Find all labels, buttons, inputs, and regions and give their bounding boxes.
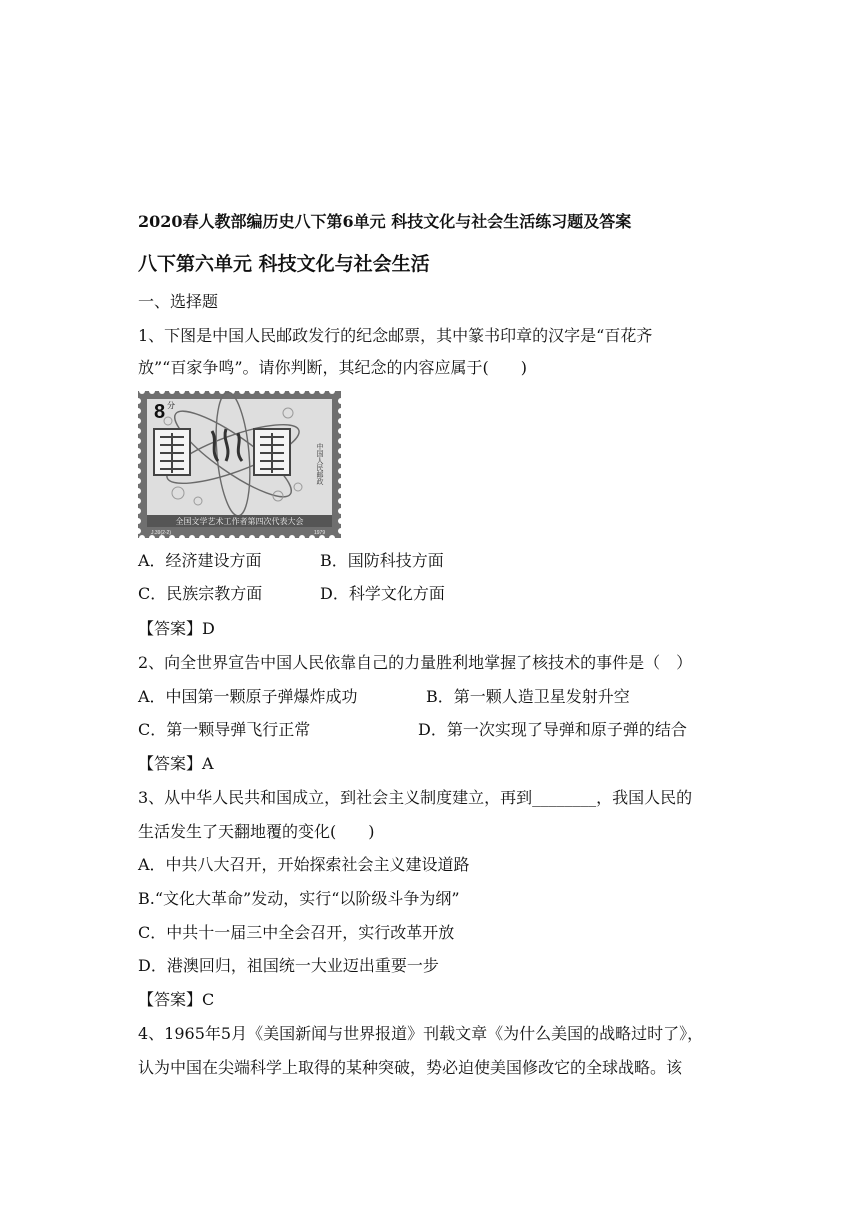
question-1-option-d: D．科学文化方面 bbox=[320, 584, 445, 603]
stamp-value: 8 bbox=[154, 401, 166, 423]
question-2-option-c: C．第一颗导弹飞行正常 bbox=[138, 720, 311, 739]
question-3-option-b: B.“文化大革命”发动，实行“以阶级斗争为纲” bbox=[138, 889, 460, 908]
question-1-line-2: 放”“百家争鸣”。请你判断，其纪念的内容应属于( ) bbox=[138, 358, 528, 377]
question-3-answer: 【答案】C bbox=[138, 990, 215, 1009]
question-1-line-1: 1、下图是中国人民邮政发行的纪念邮票，其中篆书印章的汉字是“百花齐 bbox=[138, 326, 653, 345]
stamp-side-text: 中国人民邮政 bbox=[316, 443, 324, 485]
stamp-code: J.39(2-2) bbox=[151, 530, 172, 536]
question-3-line-1: 3、从中华人民共和国成立，到社会主义制度建立，再到________，我国人民的 bbox=[138, 788, 693, 807]
question-1-option-b: B．国防科技方面 bbox=[320, 551, 444, 570]
question-2-option-d: D．第一次实现了导弹和原子弹的结合 bbox=[418, 720, 687, 739]
question-3-option-a: A．中共八大召开，开始探索社会主义建设道路 bbox=[138, 855, 470, 874]
stamp-bottom-text: 全国文学艺术工作者第四次代表大会 bbox=[175, 517, 304, 526]
question-2-option-b: B．第一颗人造卫星发射升空 bbox=[426, 687, 630, 706]
unit-title: 八下第六单元 科技文化与社会生活 bbox=[138, 253, 430, 275]
question-3-line-2: 生活发生了天翻地覆的变化( ) bbox=[138, 822, 375, 841]
question-1-option-a: A．经济建设方面 bbox=[138, 551, 262, 570]
stamp-year: 1979 bbox=[314, 530, 326, 536]
question-4-line-2: 认为中国在尖端科学上取得的某种突破，势必迫使美国修改它的全球战略。该 bbox=[138, 1058, 683, 1077]
document-title: 2020春人教部编历史八下第6单元 科技文化与社会生活练习题及答案 bbox=[138, 212, 632, 231]
question-1-option-c: C．民族宗教方面 bbox=[138, 584, 263, 603]
question-4-line-1: 4、1965年5月《美国新闻与世界报道》刊载文章《为什么美国的战略过时了》， bbox=[138, 1024, 704, 1043]
question-2-option-a: A．中国第一颗原子弹爆炸成功 bbox=[138, 687, 358, 706]
stamp-unit: 分 bbox=[167, 401, 175, 410]
question-2-answer: 【答案】A bbox=[138, 754, 214, 773]
question-3-option-d: D．港澳回归，祖国统一大业迈出重要一步 bbox=[138, 956, 439, 975]
section-heading: 一、选择题 bbox=[138, 292, 219, 311]
question-1-answer: 【答案】D bbox=[138, 619, 215, 638]
question-2-line-1: 2、向全世界宣告中国人民依靠自己的力量胜利地掌握了核技术的事件是（ ） bbox=[138, 653, 693, 672]
question-3-option-c: C．中共十一届三中全会召开，实行改革开放 bbox=[138, 923, 455, 942]
commemorative-stamp-image bbox=[138, 391, 341, 538]
